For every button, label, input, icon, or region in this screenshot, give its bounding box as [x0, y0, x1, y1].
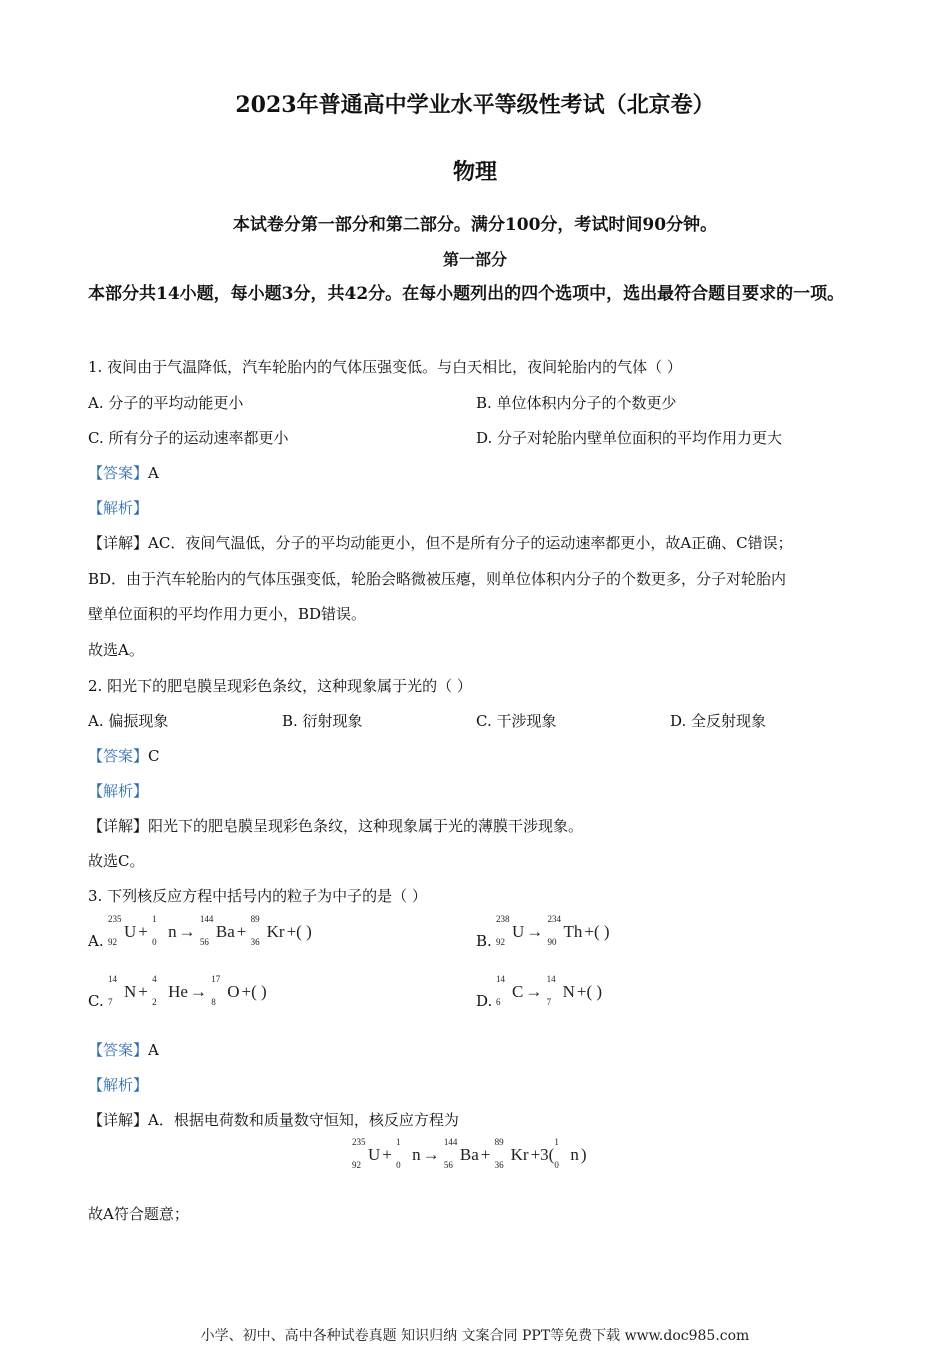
subject-title: 物理 [452, 159, 497, 185]
q3-option-d-formula: 14 6 C → 14 7 N +( ) [496, 974, 603, 1007]
q1-detail-line-1 [88, 532, 793, 553]
nuclide-c14: 14 6 C [496, 974, 524, 1007]
q3-option-a-letter: A. [88, 932, 104, 950]
q2-analysis [88, 780, 148, 801]
nuclide-ba144: 144 56 Ba [443, 1137, 479, 1170]
q1-option-d: D. 分子对轮胎内壁单位面积的平均作用力更大 [476, 429, 783, 447]
nuclide-kr89: 89 36 Kr [494, 1137, 529, 1170]
analysis-label: 【解析】 [88, 499, 149, 517]
analysis-label: 【解析】 [88, 782, 149, 800]
detail-label: 【详解】 [88, 534, 149, 552]
q1-answer [88, 462, 159, 483]
q2-answer [88, 745, 160, 766]
nuclide-n14: 14 7 N [108, 974, 137, 1007]
q1-answer-value: A [148, 464, 159, 482]
q2-detail-line-1 [88, 815, 583, 836]
q3-conclusion: 故A符合题意； [88, 1205, 189, 1223]
page-footer: 小学、初中、高中各种试卷真题 知识归纳 文案合同 PPT等免费下载 www.doc985.com [200, 1328, 750, 1344]
q3-full-equation: 235 92 U + 1 0 n → 144 56 Ba + 89 36 Kr +3( 1 0 n ) [352, 1137, 587, 1170]
q3-option-b-letter: B. [476, 932, 492, 950]
q1-detail-text-1: AC．夜间气温低，分子的平均动能更小，但不是所有分子的运动速率都更小，故A正确、C错误； [148, 534, 793, 552]
q2-option-a: A. 偏振现象 [88, 712, 169, 730]
nuclide-n1: 1 0 n [152, 914, 177, 947]
q3-detail-line-1 [88, 1109, 459, 1130]
answer-label: 【答案】 [88, 464, 149, 482]
q2-conclusion: 故选C。 [88, 852, 145, 870]
q1-option-a: A. 分子的平均动能更小 [88, 394, 244, 412]
q1-detail-line-2: BD．由于汽车轮胎内的气体压强变低，轮胎会略微被压瘪，则单位体积内分子的个数更多，分子对轮胎内 [88, 570, 787, 588]
q2-stem: 2. 阳光下的肥皂膜呈现彩色条纹，这种现象属于光的（ ） [88, 677, 472, 695]
q3-option-c-letter: C. [88, 992, 104, 1010]
q3-analysis [88, 1074, 148, 1095]
nuclide-n14-product: 14 7 N [546, 974, 575, 1007]
part-title: 第一部分 [442, 250, 507, 269]
nuclide-th234: 234 90 Th [547, 914, 583, 947]
nuclide-u238: 238 92 U [496, 914, 525, 947]
q1-option-b: B. 单位体积内分子的个数更少 [476, 394, 677, 412]
nuclide-n1-product: 1 0 n [554, 1137, 579, 1170]
nuclide-o17: 17 8 O [211, 974, 240, 1007]
page-title: 2023年普通高中学业水平等级性考试（北京卷） [235, 92, 715, 118]
q1-detail-line-3: 壁单位面积的平均作用力更小，BD错误。 [88, 605, 367, 623]
q2-detail-text-1: 阳光下的肥皂膜呈现彩色条纹，这种现象属于光的薄膜干涉现象。 [148, 817, 584, 835]
q1-stem: 1. 夜间由于气温降低，汽车轮胎内的气体压强变低。与白天相比，夜间轮胎内的气体（ ） [88, 358, 682, 376]
nuclide-he4: 4 2 He [152, 974, 188, 1007]
q3-option-a-formula: 235 92 U + 1 0 n → 144 56 Ba + 89 36 Kr +( ) [108, 914, 312, 947]
q3-option-c-formula: 14 7 N + 4 2 He → 17 8 O +( ) [108, 974, 267, 1007]
q2-option-c: C. 干涉现象 [476, 712, 557, 730]
nuclide-u235: 235 92 U [352, 1137, 381, 1170]
detail-label: 【详解】 [88, 1111, 149, 1129]
nuclide-n1: 1 0 n [396, 1137, 421, 1170]
q2-option-b: B. 衍射现象 [282, 712, 363, 730]
detail-label: 【详解】 [88, 817, 149, 835]
q2-option-d: D. 全反射现象 [670, 712, 767, 730]
answer-label: 【答案】 [88, 747, 149, 765]
analysis-label: 【解析】 [88, 1076, 149, 1094]
q3-option-d-letter: D. [476, 992, 493, 1010]
q1-conclusion: 故选A。 [88, 641, 144, 659]
q1-analysis [88, 497, 148, 518]
q3-answer-value: A [148, 1041, 159, 1059]
q2-answer-value: C [148, 747, 160, 765]
q3-detail-text-1: A．根据电荷数和质量数守恒知，核反应方程为 [148, 1111, 459, 1129]
exam-intro: 本试卷分第一部分和第二部分。满分100分，考试时间90分钟。 [232, 215, 718, 235]
nuclide-u235: 235 92 U [108, 914, 137, 947]
answer-label: 【答案】 [88, 1041, 149, 1059]
q1-option-c: C. 所有分子的运动速率都更小 [88, 429, 289, 447]
nuclide-kr89: 89 36 Kr [250, 914, 285, 947]
q3-option-b-formula: 238 92 U → 234 90 Th +( ) [496, 914, 610, 947]
part-intro: 本部分共14小题，每小题3分，共42分。在每小题列出的四个选项中，选出最符合题目要求的一项。 [88, 284, 845, 304]
q3-answer [88, 1039, 159, 1060]
q3-stem: 3. 下列核反应方程中括号内的粒子为中子的是（ ） [88, 887, 427, 905]
nuclide-ba144: 144 56 Ba [199, 914, 235, 947]
